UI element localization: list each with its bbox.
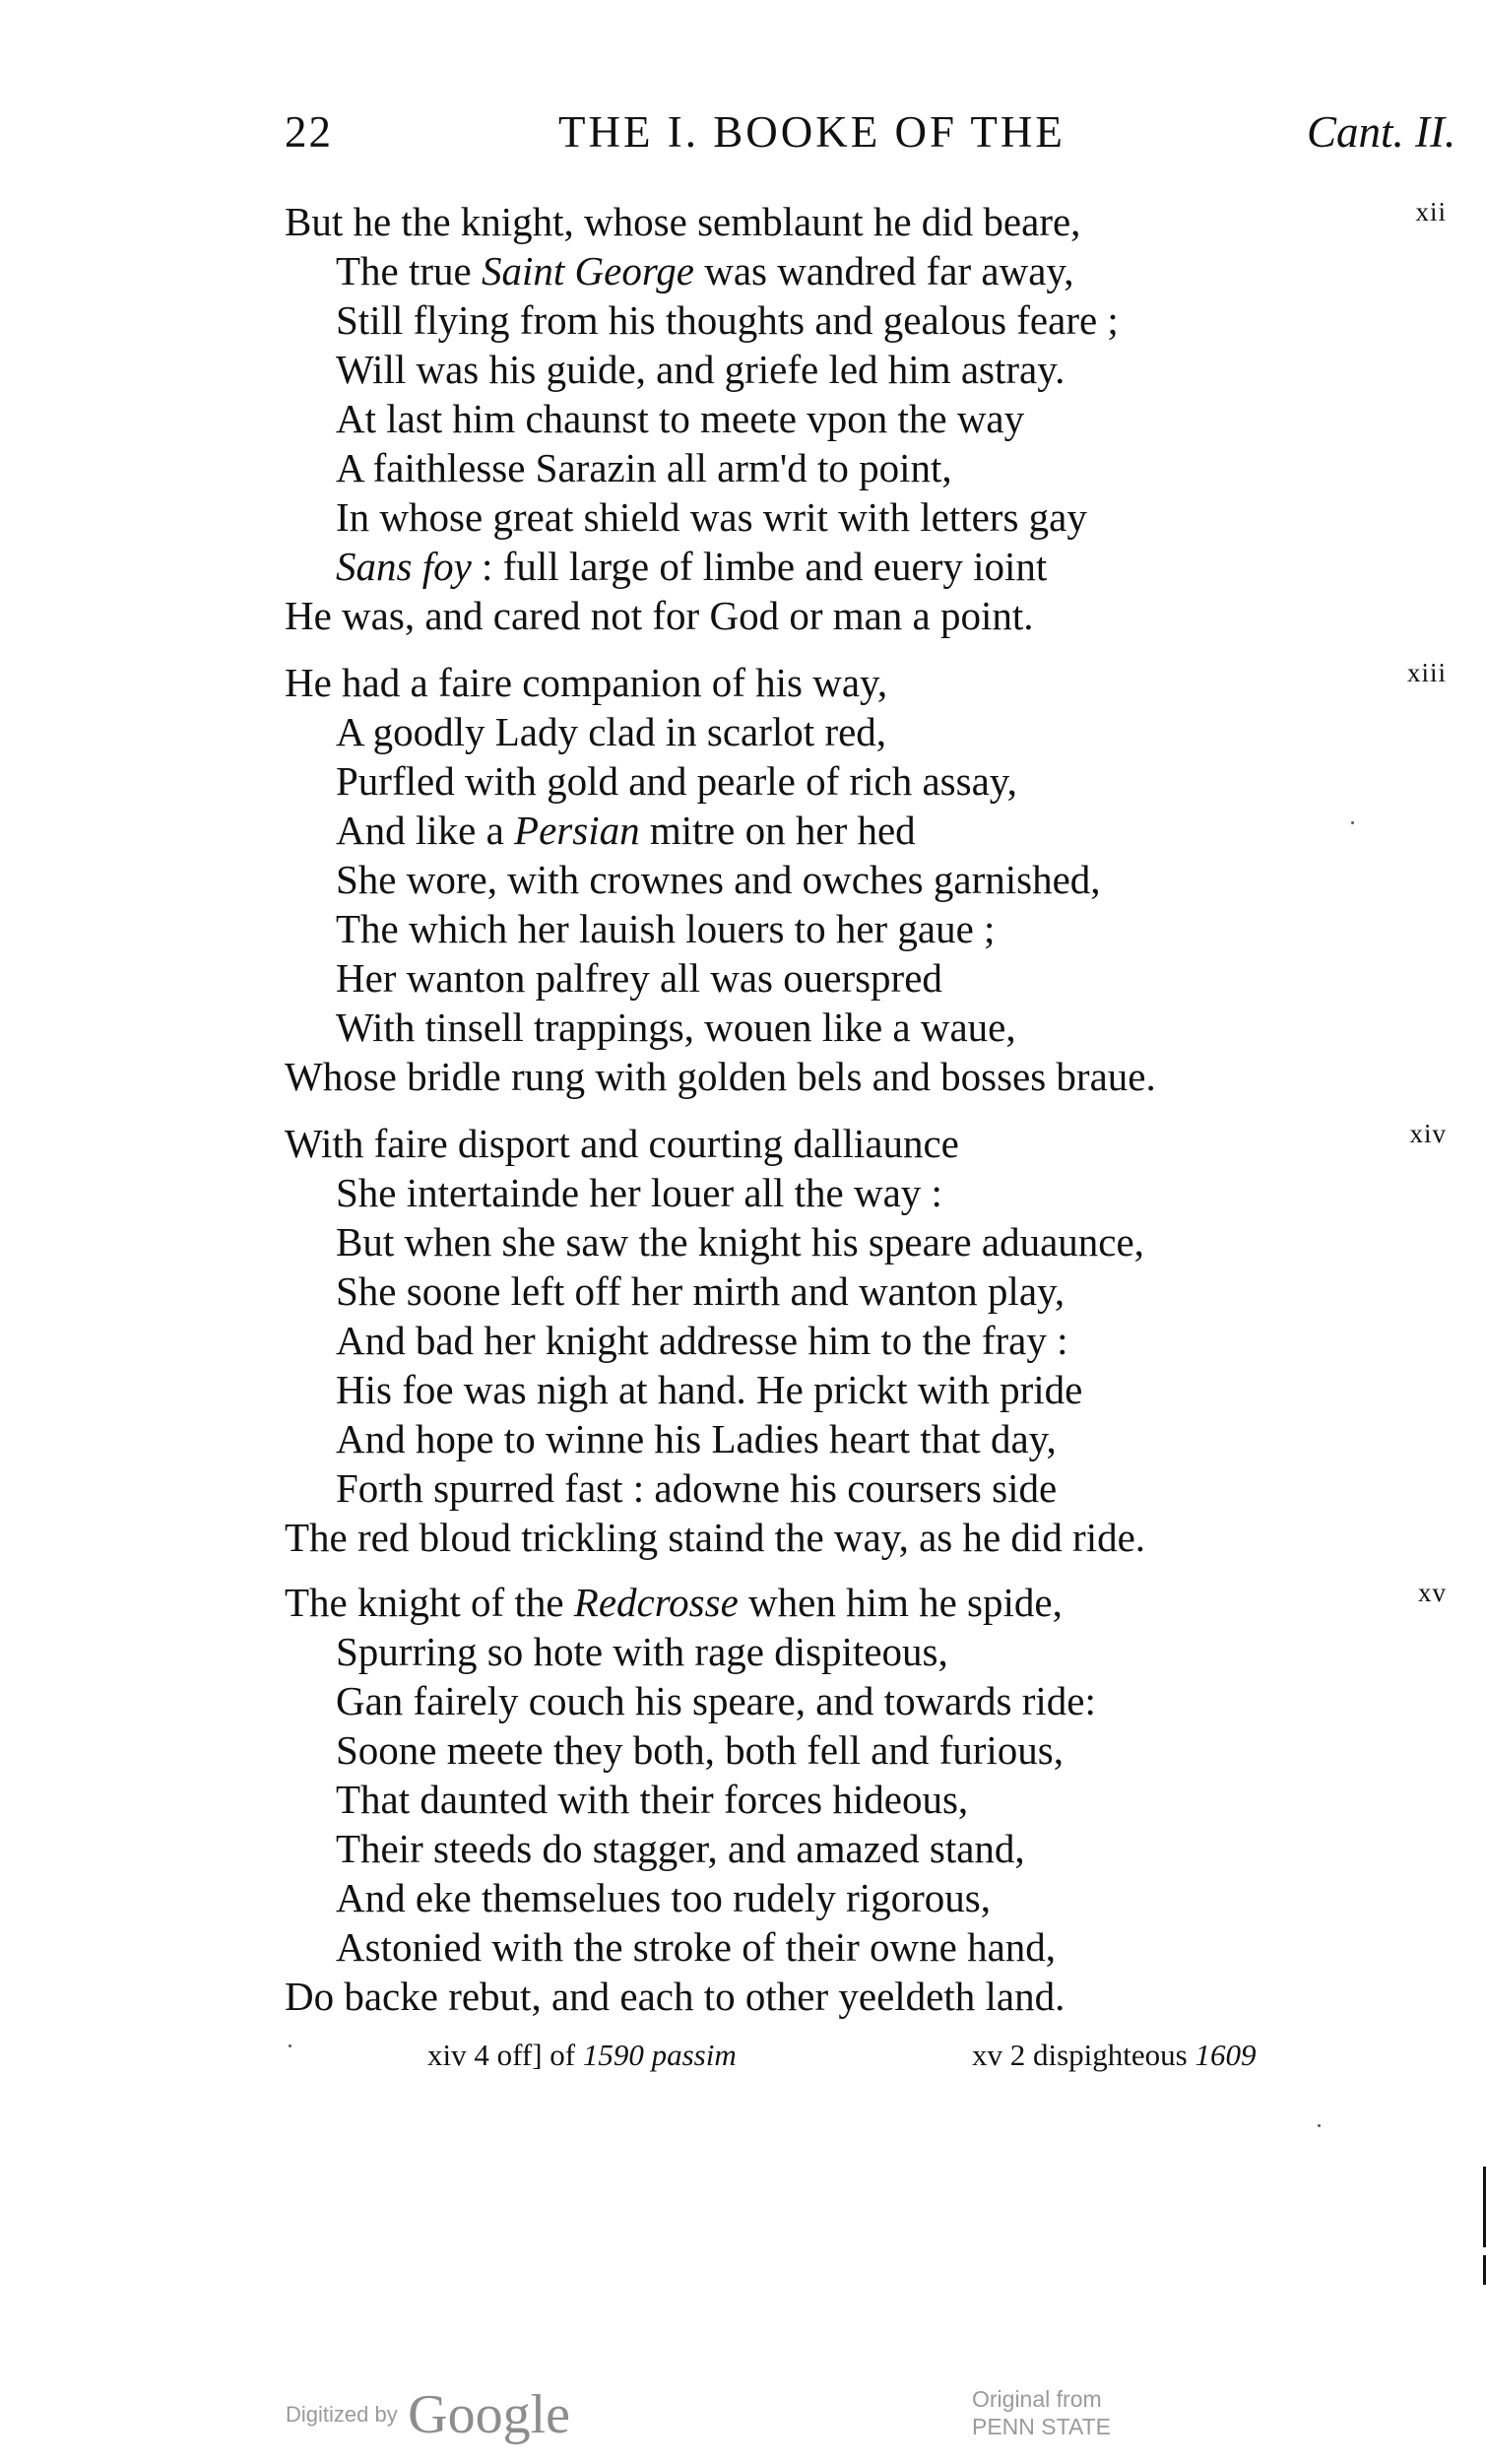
verse-line: He was, and cared not for God or man a point. [285,593,1034,638]
verse-line: Astonied with the stroke of their owne hand, [336,1924,1057,1970]
verse-line: She soone left off her mirth and wanton play, [336,1268,1066,1314]
verse-line: She intertainde her louer all the way : [336,1170,942,1215]
verse-line: The true Saint George was wandred far away, [336,248,1074,293]
canto-label: Cant. II. [1307,107,1456,157]
stanza-number: xv [1418,1578,1447,1607]
verse-line: Will was his guide, and griefe led him astray. [336,347,1066,392]
scan-speck [1318,2124,1321,2127]
original-from-label: Original from [972,2386,1102,2412]
verse-line: The red bloud trickling staind the way, as he did ride. [285,1515,1146,1560]
verse-line: Forth spurred fast : adowne his coursers side [336,1465,1058,1511]
page-number: 22 [285,107,333,157]
verse-line: Their steeds do stagger, and amazed stand, [336,1826,1025,1871]
google-logo: Google [408,2384,571,2445]
scan-speck [289,2044,291,2047]
stanza-number: xiv [1409,1119,1447,1148]
verse-line: With faire disport and courting dalliaunce [285,1121,959,1166]
scan-speck [1351,821,1354,824]
verse-line: He had a faire companion of his way, [285,660,888,705]
stanza-xiv [285,1119,1447,1562]
verse-line: And bad her knight addresse him to the fray : [336,1318,1068,1363]
verse-line: Gan fairely couch his speare, and towards ride: [336,1678,1096,1723]
verse-line: But when she saw the knight his speare aduaunce, [336,1219,1144,1264]
stanza-number: xiii [1406,658,1447,687]
digitized-by-google [286,2383,570,2446]
verse-line: At last him chaunst to meete vpon the way [336,396,1025,441]
verse-line: Spurring so hote with rage dispiteous, [336,1629,948,1674]
stanza-xii [285,197,1447,640]
textual-note-2: xv 2 dispighteous 1609 [972,2038,1257,2072]
verse-line: Soone meete they both, both fell and furious, [336,1727,1064,1773]
stanza-xiii [285,658,1447,1101]
verse-line: In whose great shield was writ with letters gay [336,494,1087,540]
verse-line: And eke themselues too rudely rigorous, [336,1875,991,1920]
verse-line: Sans foy : full large of limbe and euery ioint [336,544,1048,589]
stanza-xv [285,1578,1447,2021]
verse-line: Purfled with gold and pearle of rich assay, [336,758,1017,804]
stanza-number: xii [1415,197,1447,227]
textual-note-1: xiv 4 off] of 1590 passim [427,2038,737,2072]
verse-line: She wore, with crownes and owches garnished, [336,857,1101,902]
verse-line: Do backe rebut, and each to other yeeldeth land. [285,1974,1066,2019]
original-source-name: PENN STATE [972,2414,1111,2439]
verse-line: A goodly Lady clad in scarlot red, [336,709,887,754]
original-source [972,2385,1111,2440]
verse-line: A faithlesse Sarazin all arm'd to point, [336,445,952,490]
verse-line: Still flying from his thoughts and gealous feare ; [336,297,1119,343]
verse-line: Whose bridle rung with golden bels and bosses braue. [285,1054,1156,1099]
verse-line: His foe was nigh at hand. He prickt with pride [336,1367,1083,1412]
verse-line: And hope to winne his Ladies heart that day, [336,1416,1057,1461]
digitized-label: Digitized by [286,2402,398,2427]
verse-line: And like a Persian mitre on her hed [336,808,916,853]
verse-line: But he the knight, whose semblaunt he did beare, [285,199,1081,244]
verse-line: The knight of the Redcrosse when him he spide, [285,1580,1063,1625]
verse-line: That daunted with their forces hideous, [336,1777,969,1822]
verse-line: With tinsell trappings, wouen like a waue, [336,1005,1016,1050]
verse-line: Her wanton palfrey all was ouerspred [336,955,942,1001]
verse-line: The which her lauish louers to her gaue ; [336,906,996,951]
running-title: THE I. BOOKE OF THE [558,107,1066,157]
